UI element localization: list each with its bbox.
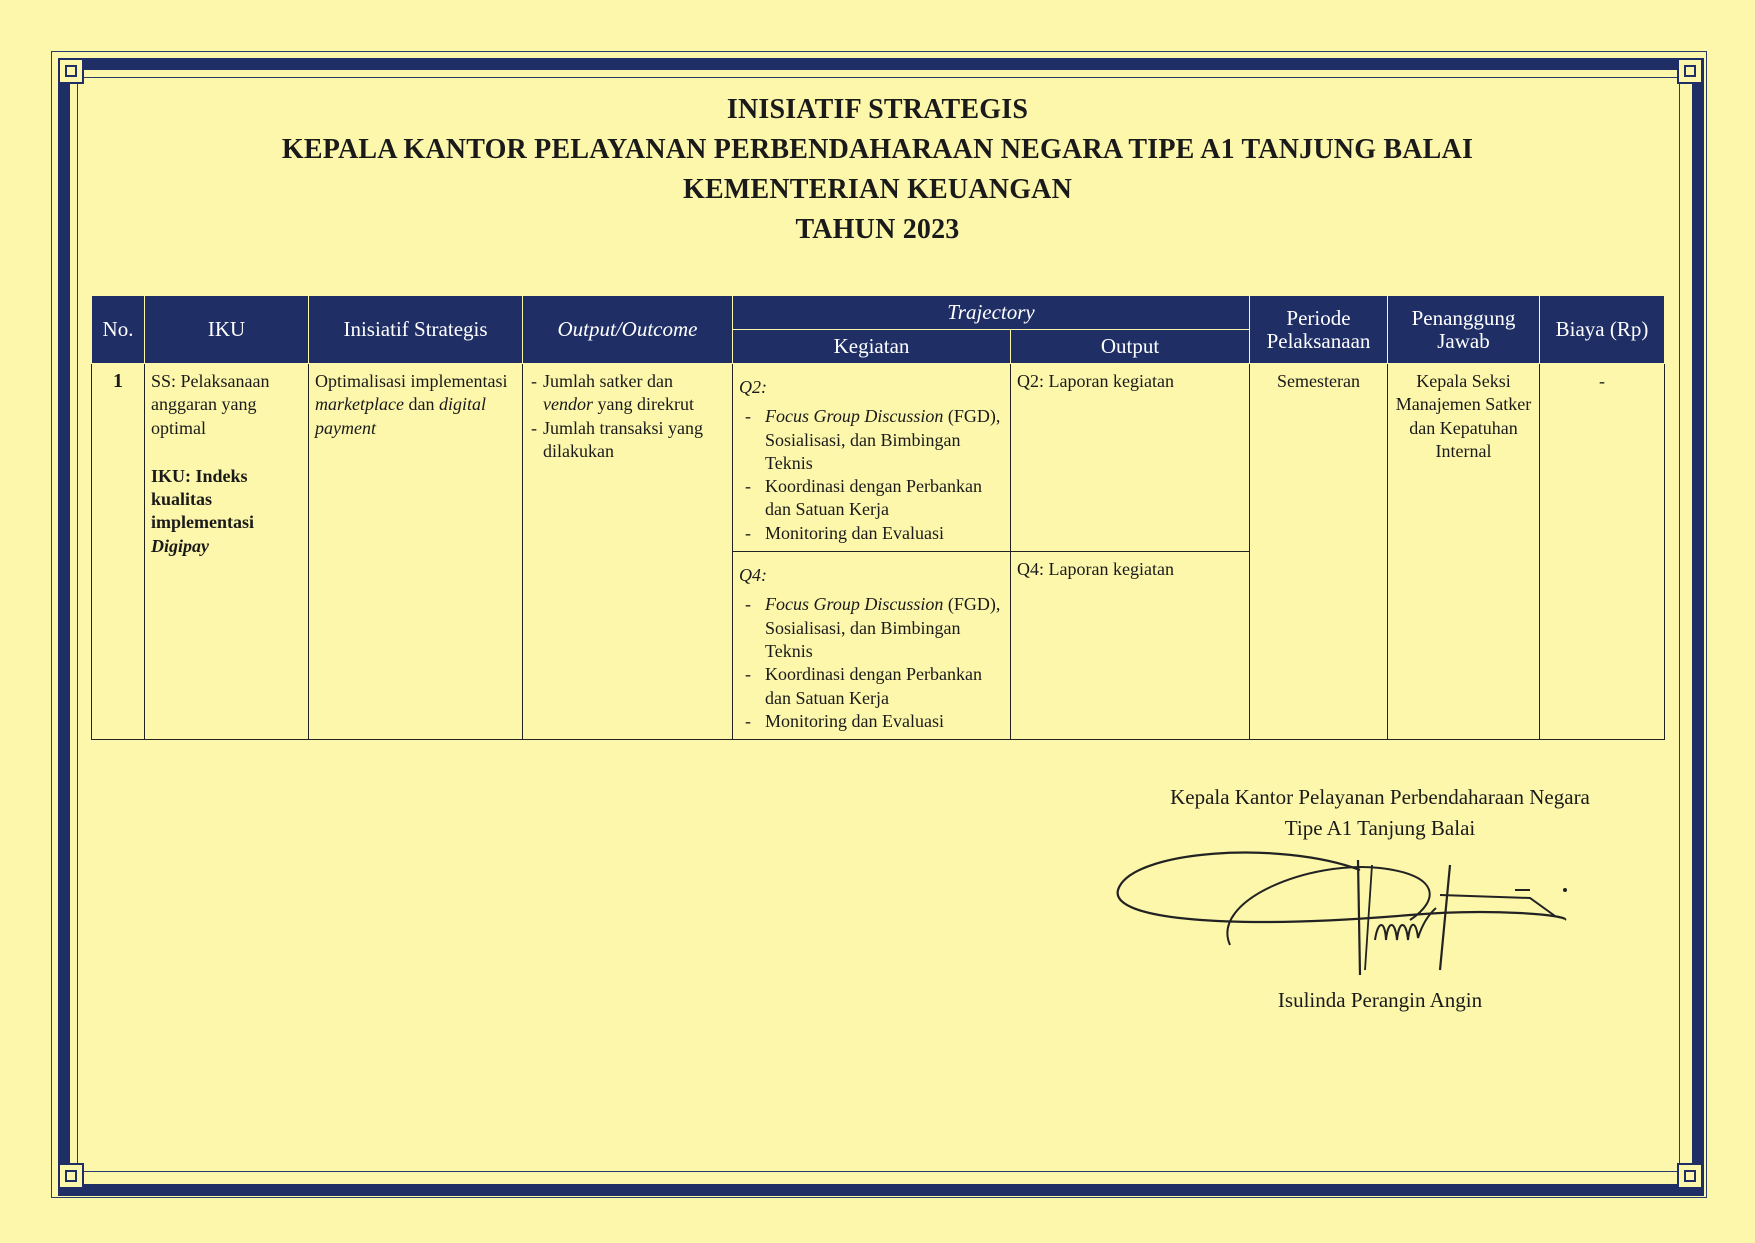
q2-activity-list [739, 405, 1004, 545]
signatory-title-line-2: Tipe A1 Tanjung Balai [1284, 816, 1476, 840]
q2-label: Q2: [739, 377, 767, 397]
handwritten-signature [1110, 820, 1580, 980]
frame-corner-top-right [1677, 58, 1703, 84]
cell-output-q4: Q4: Laporan kegiatan [1011, 552, 1250, 740]
outcome-item-1 [529, 370, 726, 417]
outcome-list [529, 370, 726, 463]
q4-label: Q4: [739, 565, 767, 586]
cell-no: 1 [92, 364, 145, 740]
q2-activity-3: - Monitoring dan Evaluasi [739, 522, 1004, 545]
cell-penanggung-jawab: Kepala Seksi Manajemen Satker dan Kepatuhan Internal [1388, 364, 1540, 740]
iku-indicator-label: IKU: Indeks kualitas implementasi [151, 465, 254, 533]
q4-activity-2: - Koordinasi dengan Perbankan dan Satuan Kerja [739, 663, 1004, 710]
header-periode: Periode Pelaksanaan [1250, 296, 1388, 364]
signatory-title-line-1: Kepala Kantor Pelayanan Perbendaharaan Negara [1170, 785, 1590, 809]
q2-activity-1-b: (FGD), Sosialisasi, dan Bimbingan Teknis [765, 406, 1001, 473]
cell-iku [145, 364, 309, 740]
iku-ss-text: SS: Pelaksanaan anggaran yang optimal [151, 371, 270, 438]
header-output-outcome: Output/Outcome [523, 296, 733, 364]
cell-inisiatif [309, 364, 523, 740]
title-line-3: KEMENTERIAN KEUANGAN [682, 174, 1073, 205]
title-line-4: TAHUN 2023 [795, 214, 960, 245]
frame-corner-bottom-left [58, 1163, 84, 1189]
header-no: No. [92, 296, 145, 364]
q4-activity-list [739, 593, 1004, 733]
outcome-item-2: - Jumlah transaksi yang dilakukan [529, 417, 726, 464]
title-line-2: KEPALA KANTOR PELAYANAN PERBENDAHARAAN NEGARA TIPE A1 TANJUNG BALAI [281, 134, 1474, 165]
header-output: Output [1011, 330, 1250, 364]
q2-activity-2: - Koordinasi dengan Perbankan dan Satuan Kerja [739, 475, 1004, 522]
cell-periode: Semesteran [1250, 364, 1388, 740]
header-iku: IKU [145, 296, 309, 364]
q4-activity-3: - Monitoring dan Evaluasi [739, 710, 1004, 733]
header-trajectory: Trajectory [733, 296, 1250, 330]
q2-activity-1-a: Focus Group Discussion [765, 406, 944, 427]
header-inisiatif: Inisiatif Strategis [309, 296, 523, 364]
title-line-1: INISIATIF STRATEGIS [726, 94, 1029, 125]
cell-kegiatan-q4 [733, 552, 1011, 740]
outcome-item-1-b: vendor [543, 394, 593, 415]
header-biaya: Biaya (Rp) [1540, 296, 1665, 364]
iku-indicator-text [151, 465, 302, 558]
strategic-initiative-table [91, 295, 1665, 740]
cell-output-q2: Q2: Laporan kegiatan [1011, 364, 1250, 552]
q2-activity-1 [739, 405, 1004, 475]
inisiatif-text-a: Optimalisasi implementasi [315, 371, 508, 391]
table-row [92, 364, 1665, 552]
inisiatif-text-d: digital payment [315, 394, 486, 438]
header-penanggung-jawab: Penanggung Jawab [1388, 296, 1540, 364]
signatory-name: Isulinda Perangin Angin [1277, 988, 1483, 1012]
q4-activity-1 [739, 593, 1004, 663]
inisiatif-text-c: dan [408, 394, 435, 415]
cell-biaya: - [1540, 364, 1665, 740]
frame-corner-bottom-right [1677, 1163, 1703, 1189]
document-title [100, 90, 1655, 250]
q4-activity-1-b: (FGD), Sosialisasi, dan Bimbingan Teknis [765, 594, 1001, 661]
cell-kegiatan-q2 [733, 364, 1011, 552]
frame-corner-top-left [58, 58, 84, 84]
iku-indicator-digipay: Digipay [151, 535, 209, 556]
outcome-item-1-c: yang direkrut [597, 394, 694, 415]
cell-output-outcome [523, 364, 733, 740]
q4-activity-1-a: Focus Group Discussion [765, 594, 944, 615]
header-kegiatan: Kegiatan [733, 330, 1011, 364]
outcome-item-1-a: Jumlah satker dan [543, 371, 673, 391]
inisiatif-text-b: marketplace [315, 394, 404, 415]
